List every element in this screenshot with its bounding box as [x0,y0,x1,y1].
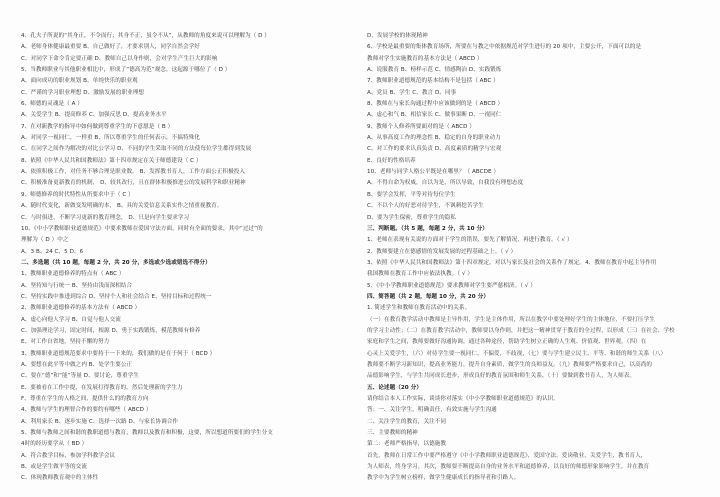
answer-options: C、不以个人的好恶对待学生，不讽刺挖苦学生 [367,203,484,210]
answer-outline-item: 二、关注学生的教育，关注不同 [367,418,447,425]
question-stem: 6、师德的灵魂是（ A ） [21,101,83,108]
answer-options: C、在同学之间作为解决的对比公学习 D、不同的学生采取不同的方法使每位学生都得到发展 [21,146,252,153]
answer-paragraph: 首先，教师在日常工作中要严格遵守《中小学教师职业道德规范》，爱国守法，爱岗敬业，关爱学生，教书育人， [367,452,647,459]
answer-options: A、不得自命为权威，自以为是，所以导致，自我没有理想态度 [367,180,524,187]
answer-options: C、严谨的学习职业理想 D、激励发展的职业理想 [21,89,145,96]
answer-options: A、面向成功的职业规划 B、单纯快乐的职业观 [21,78,138,85]
question-stem-continued: 教师对学生实施教育的基本方法是（ ABCD ） [367,55,483,62]
answer-options: C、体现教师教育观中的主体性 [21,475,99,482]
question-stem: 请你结合本人工作实际，谈谈你对落实《中小学教师职业道德规范》的认识。 [367,396,559,402]
judgement-item: 1、老师在表现有关说的方面对于学生的错误，要先了解情况，再进行教育。（ √ ） [367,237,573,244]
answer-paragraph: 教学中为学生树立榜样，做学生健康成长的指导者和引路人。 [367,475,520,482]
question-stem: 10、《中小学教师职业道德规范》中要求教师在爱国守法方面，同时有全面的要求，其中“过过”的 [21,225,263,232]
question-stem: 9、教师个人修养所要面对的是（ ABCD ） [367,123,475,130]
question-stem: 3、教师职业道德规范要求中要持于一下来的，我们做的是在于何于（ BCD ） [21,350,216,357]
answer-options: A、关爱学生 B、提高修养 C、加强反思 D、提高业务水平 [21,112,167,119]
answer-options: A、老师身体健康最重要 B、自己做好了，才要求别人，同学自然会学好 [21,44,200,51]
answer-options: F、尊重在学生的人格之间，提供什么的的教育方向 [21,396,149,402]
question-stem: 1、教师职业道德修养的特点有（ ABC ） [21,271,125,278]
answer-options: A、随时代变化，新做变发明确的本， B、具的关爱信息关系实作之情重视教育。 [21,203,223,210]
answer-outline-item: 答：一、关注学生，明确责任，有效实施与学生沟通 [367,407,497,414]
answer-options: A、依照积极工作，对任务不够合理是职业数。 B、发挥教书育人，工作方面公正积极投入 [21,169,246,176]
answer-options: C、对工作的要求认真负责 D、高度素质的精学与宏观 [367,146,502,153]
answer-paragraph: 教师要不断学习新知识，提高业务能力，提升自身素质，做学生的良师益友。（九）教师要严格要求自己，以高尚的 [367,361,653,368]
question-stem-continued: 理解为（ D ）中之 [21,237,69,244]
question-stem: 2、教师职业道德修养的基本方法有（ ABCD ） [21,305,141,312]
question-stem: 5、教师与教师之间和谐的教职道德与教育，教师以及教育和积极，这要，所以想道所要们的学生分支 [21,430,273,437]
answer-outline-item: 三、主要教师的精神 [367,430,418,437]
judgement-item: 3、依照《中华人民共和国教师法》第十四章规定，对以与家长及社会的关系作了规定。4、教师在教育中起主导作用 [367,259,657,266]
answer-options: E、要被看在工作中提，在发展打得教育的，然后处理新的学生力 [21,384,183,391]
answer-options: C、与时俱进，不断学习更新的教育理念， D、只是向学生要求学习 [21,214,190,221]
answer-options: A、虚心向他人学习 B、自觉与他人交流 [21,316,121,323]
question-stem: 10、老师与同学人格公平既是在哪里？（ ABCDE ） [367,169,500,176]
section-heading: 四、简答题（共 2 题，每题 10 分，共 20 分） [367,293,489,300]
answer-paragraph: 品德影响学生，与学生共同成长进步，形成良好的教育氛围和师生关系，（十）要做到教书育人，为人师表。 [367,373,636,380]
right-column [367,31,701,485]
answer-options: C、要在“德”和“能”等量 D、要讨论，尊重学生 [21,373,139,380]
answer-options: E、对工作自省地，坚持不懈的努力 [21,339,110,346]
section-heading: 二、多选题（共 10 题，每题 2 分，共 20 分，多选或少选或错选不得分） [21,259,211,266]
question-stem: 8、依照《中华人民共和国教师法》第十四章规定在关于师德建设（ C ） [21,157,202,164]
answer-paragraph: 心灵上关爱学生，（六）对待学生要一视同仁，不偏爱，不歧视，（七）要与学生建立民主、平等、和谐的师生关系（八） [367,350,667,357]
question-stem: 8、教师在与家长沟通过程中应该做到的是（ ABCD ） [367,101,504,108]
answer-options: A、说服教育 B、榜样示范 C、情感陶冶 D、实践锻炼 [367,67,502,74]
answer-options: A、对同学一视同仁，一样重 B、所以尊重学生的任何表示，不搞特殊化 [21,135,200,142]
question-stem: 6、学校是最重要的集体教育场所，所要在与教之中依据规范对学生进行的 20 项中，主要公开，下面可以的是 [367,44,642,51]
answer-options: A、要想在此平等中做之内 B、处学生要公正 [21,361,133,368]
answer-outline-item: 第二：老师严格指导，以德施教 [367,441,447,448]
answer-options: C、坚持实践中推进到综合 D、坚持个人和社会结合 E、坚持目标和过程统一 [21,293,212,300]
question-stem: 9、师德修养的时代特性从所要求中于（ C ） [21,191,134,198]
question-stem: 7、在对新教学的指导中如何做到尊重学生的下意愿是（ B ） [21,123,174,130]
answer-options: A、符合教学目标，参加学科教学会议 [21,452,116,459]
answer-options: A、从事高度工作的理念性 B、稳定的自身的职业动力 [367,135,501,142]
answer-options: E、良好的性格培养 [367,157,416,164]
answer-paragraph: 为人师表，终身学习。其次，教师要不断提高自身的业务水平和道德修养，以良好的师德形象影响学生，并在教育 [367,464,650,471]
question-stem: 4、教师与学生的理智合作的要约有哪些（ ABCD ） [21,407,152,414]
question-stem: 7、教师职业道德规范的基本结构不是包括（ ABC ） [367,78,499,85]
judgement-item-continued: 我国教师在教育工作中应依法执教。（ √ ） [367,271,474,278]
section-heading: 三、判断题。（共 5 题，每题 2 分，共 10 分） [367,225,488,232]
question-stem: 5、当教师职业与其他职业相比中，形成了“德高为范”观念，这起源于哪位了（ D ） [21,67,231,74]
answer-paragraph: （一）在教育教学活动中教师是主导作用，学生是主体作用，所以在教学中要处理好学生的主体地位，不要打压学生 [367,316,655,323]
answer-options: D、发展学校的体现精神 [367,33,428,39]
answer-options: C、加强理论学习，固定时间，根源 D、勇于实践锻炼，模范教师有修养 [21,327,201,334]
answer-paragraph: 家庭和学生之间，教师要做好沟通协调，通过各种途径，帮助学生树立正确的人生观、价值观、世界观。（四）在 [367,339,647,346]
question-stem: 4、孔夫子所说的“其身正，不令而行；其身不正，虽令不从”，从教师的角度来说可以理解为（ D ） [21,33,270,39]
answer-options: A、虚心和气 B、相信家长 C、做事果断 D、一视同仁 [367,112,502,119]
answer-options: A、党员 B、学生 C、教言 D、同事 [367,89,457,96]
answer-options: C、对同学下命令肯定要正确 D、教师自己以身作则，会对学生产生巨大的影响 [21,55,218,62]
question-stem: 1. 简述学生和教师在教育活动中的关系。 [367,305,471,312]
judgement-item: 2、教师要建立在德感情的发展发展的过程基础之上。（ √ ） [367,248,517,255]
answer-options: D、要为学生保密，尊重学生的隐私 [367,214,457,221]
question-stem-continued: 4时的经历要学从（ BD ） [21,441,88,448]
answer-options: A、3 B、24 C、5 D、6 [21,248,84,255]
answer-options: B、要学会发挥，平等对待每位学生 [367,191,456,198]
section-heading: 五、论述题（20 分） [367,384,423,391]
answer-options: A、坚持知与行统一 B、坚持由浅而深相结合 [21,282,133,289]
answer-options: B、或是学生做平等的交流 [21,464,87,471]
left-column [21,31,355,485]
judgement-item: 5、《中小学教师职业道德规范》要求教师对学生要严慈相济。（ √ ） [367,282,536,289]
answer-paragraph: 的学习主动性；（二）在教育教学活动中，教师要以身作则，并把这一精神贯穿于教育的全过程，以形成（三）在社会、学校 [367,327,675,334]
answer-options: C、积极准备更新教育的机制， D、较其改行，且在群体积极推进公的发展科学和职业精神 [21,180,246,187]
answer-options: A、利用家长 B、逐步实施 C、选择一次路 D、与家长协调合作 [21,418,179,425]
